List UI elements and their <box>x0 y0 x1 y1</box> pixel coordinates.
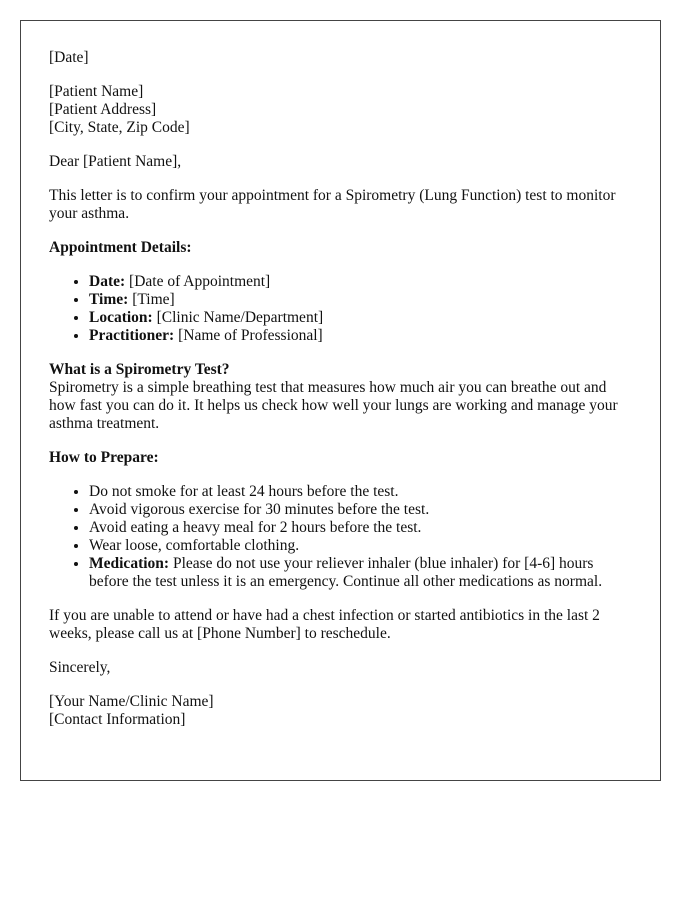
appointment-time-item <box>89 291 634 309</box>
medication-label: Medication: <box>89 555 170 572</box>
recipient-address-block <box>49 83 634 137</box>
appointment-date-value: [Date of Appointment] <box>125 273 271 290</box>
prepare-medication-item <box>89 555 634 591</box>
closing: Sincerely, <box>49 659 111 676</box>
appointment-practitioner-item <box>89 327 634 345</box>
letter-content <box>49 49 634 729</box>
signature-name: [Your Name/Clinic Name] <box>49 693 214 710</box>
appointment-location-label: Location: <box>89 309 153 326</box>
appointment-details-heading: Appointment Details: <box>49 239 192 256</box>
salutation: Dear [Patient Name], <box>49 153 182 170</box>
prepare-item: • Do not smoke for at least 24 hours before the test. <box>89 483 634 501</box>
recipient-name: [Patient Name] <box>49 83 144 100</box>
appointment-date-item <box>89 273 634 291</box>
what-is-spirometry-heading: What is a Spirometry Test? <box>49 361 230 378</box>
recipient-address: [Patient Address] <box>49 101 157 118</box>
how-to-prepare-heading: How to Prepare: <box>49 449 159 466</box>
appointment-details-list <box>49 273 634 345</box>
appointment-location-value: [Clinic Name/Department] <box>152 309 324 326</box>
appointment-date-label: Date: <box>89 273 126 290</box>
appointment-time-value: [Time] <box>128 291 175 308</box>
what-is-spirometry-text: Spirometry is a simple breathing test that measures how much air you can breathe out and how fast you can do it. It helps us check how well your lungs are working and manage your asthma treatment. <box>49 379 618 432</box>
prepare-item: • Avoid eating a heavy meal for 2 hours before the test. <box>89 519 634 537</box>
recipient-city-state-zip: [City, State, Zip Code] <box>49 119 190 136</box>
prepare-item: • Avoid vigorous exercise for 30 minutes before the test. <box>89 501 634 519</box>
medication-text: Please do not use your reliever inhaler (blue inhaler) for [4-6] hours before the test unless it is an emergency. Continue all other medications as normal. <box>89 555 603 590</box>
signature-contact: [Contact Information] <box>49 711 186 728</box>
reschedule-paragraph: If you are unable to attend or have had a chest infection or started antibiotics in the last 2 weeks, please call us at [Phone Number] to reschedule. <box>49 607 600 642</box>
appointment-practitioner-value: [Name of Professional] <box>174 327 323 344</box>
appointment-location-item <box>89 309 634 327</box>
signature-block <box>49 693 634 729</box>
letter-page <box>20 20 661 781</box>
letter-date: [Date] <box>49 49 89 66</box>
appointment-practitioner-label: Practitioner: <box>89 327 175 344</box>
what-is-spirometry-section <box>49 361 634 433</box>
prepare-item: • Wear loose, comfortable clothing. <box>89 537 634 555</box>
appointment-time-label: Time: <box>89 291 129 308</box>
how-to-prepare-list <box>49 483 634 591</box>
intro-paragraph: This letter is to confirm your appointment for a Spirometry (Lung Function) test to monitor your asthma. <box>49 187 616 222</box>
